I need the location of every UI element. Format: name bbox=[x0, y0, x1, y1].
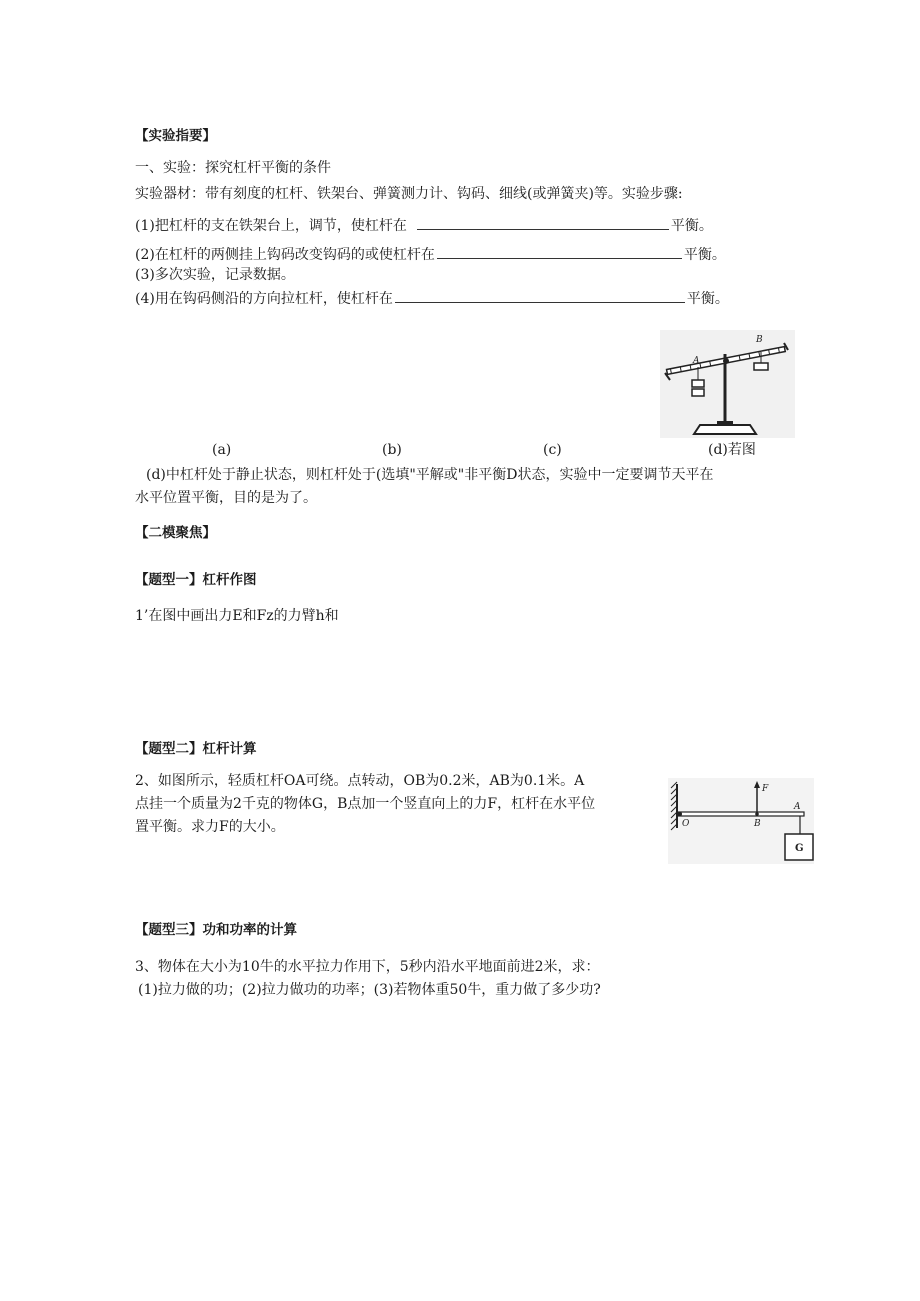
question-1: 1’在图中画出力E和Fz的力臂h和 bbox=[135, 608, 339, 624]
question-d-line1: (d)中杠杆处于静止状态，则杠杆处于(选填"平解或"非平衡D状态，实验中一定要调节天平在 bbox=[146, 467, 714, 483]
step-4-text: (4)用在钩码侧沿的方向拉杠杆，使杠杆在 bbox=[135, 291, 393, 307]
label-a: A bbox=[693, 356, 700, 366]
experiment-title: 一、实验：探究杠杆平衡的条件 bbox=[135, 160, 331, 176]
equipment-text: 实验器材：带有刻度的杠杆、铁架台、弹簧测力计、钩码、细线(或弹簧夹)等。实验步骤: bbox=[135, 186, 683, 202]
fig-label-b: (b) bbox=[382, 442, 402, 458]
step-1-suffix: 平衡。 bbox=[670, 218, 713, 234]
step-3: (3)多次实验，记录数据。 bbox=[135, 267, 295, 283]
question-3-line1: 3、物体在大小为10牛的水平拉力作用下，5秒内沿水平地面前进2米，求： bbox=[135, 959, 600, 975]
step-4 bbox=[135, 289, 729, 308]
step-2-suffix: 平衡。 bbox=[683, 247, 726, 263]
fig-label-c: (c) bbox=[543, 442, 562, 458]
label-f: F bbox=[762, 784, 769, 794]
step-2-text: (2)在杠杆的两侧挂上钩码改变钩码的或使杠杆在 bbox=[135, 247, 435, 263]
figure-d-lever-stand bbox=[660, 330, 795, 438]
point-b bbox=[755, 812, 759, 816]
type2-heading: 【题型二】杠杆计算 bbox=[135, 741, 257, 757]
question-d-line2: 水平位置平衡，目的是为了。 bbox=[135, 490, 317, 506]
left-weight-2 bbox=[692, 389, 704, 396]
type3-heading: 【题型三】功和功率的计算 bbox=[135, 922, 297, 938]
section-heading-model: 【二模聚焦】 bbox=[135, 525, 216, 541]
label-b: B bbox=[754, 819, 761, 829]
step-1-blank[interactable] bbox=[417, 216, 669, 230]
figure-q2-lever bbox=[668, 778, 814, 864]
type1-heading: 【题型一】杠杆作图 bbox=[135, 572, 257, 588]
fig-label-a: (a) bbox=[212, 442, 232, 458]
step-2-blank[interactable] bbox=[437, 245, 682, 259]
pivot bbox=[723, 358, 729, 364]
question-2-line3: 置平衡。求力F的大小。 bbox=[135, 819, 285, 835]
question-2-line1: 2、如图所示，轻质杠杆OA可绕。点转动，OB为0.2米，AB为0.1米。A bbox=[135, 773, 585, 789]
pivot-o bbox=[678, 812, 682, 816]
question-3-line2: (1)拉力做的功；(2)拉力做功的功率；(3)若物体重50牛，重力做了多少功? bbox=[138, 982, 601, 998]
left-weight-1 bbox=[692, 380, 704, 387]
lever-oa bbox=[678, 812, 804, 816]
label-o: O bbox=[682, 819, 690, 829]
label-a: A bbox=[794, 802, 801, 812]
section-heading-experiment: 【实验指要】 bbox=[135, 128, 216, 144]
step-1-text: (1)把杠杆的支在铁架台上，调节，使杠杆在 bbox=[135, 218, 407, 234]
label-b: B bbox=[756, 335, 763, 345]
fig-label-d: (d)若图 bbox=[708, 442, 756, 458]
step-1 bbox=[135, 216, 713, 235]
step-4-suffix: 平衡。 bbox=[686, 291, 729, 307]
label-g: G bbox=[795, 843, 804, 854]
step-4-blank[interactable] bbox=[395, 289, 685, 303]
question-2-line2: 点挂一个质量为2千克的物体G，B点加一个竖直向上的力F，杠杆在水平位 bbox=[135, 796, 596, 812]
stand-base bbox=[694, 425, 756, 434]
step-2 bbox=[135, 245, 726, 264]
right-weight bbox=[754, 363, 768, 370]
